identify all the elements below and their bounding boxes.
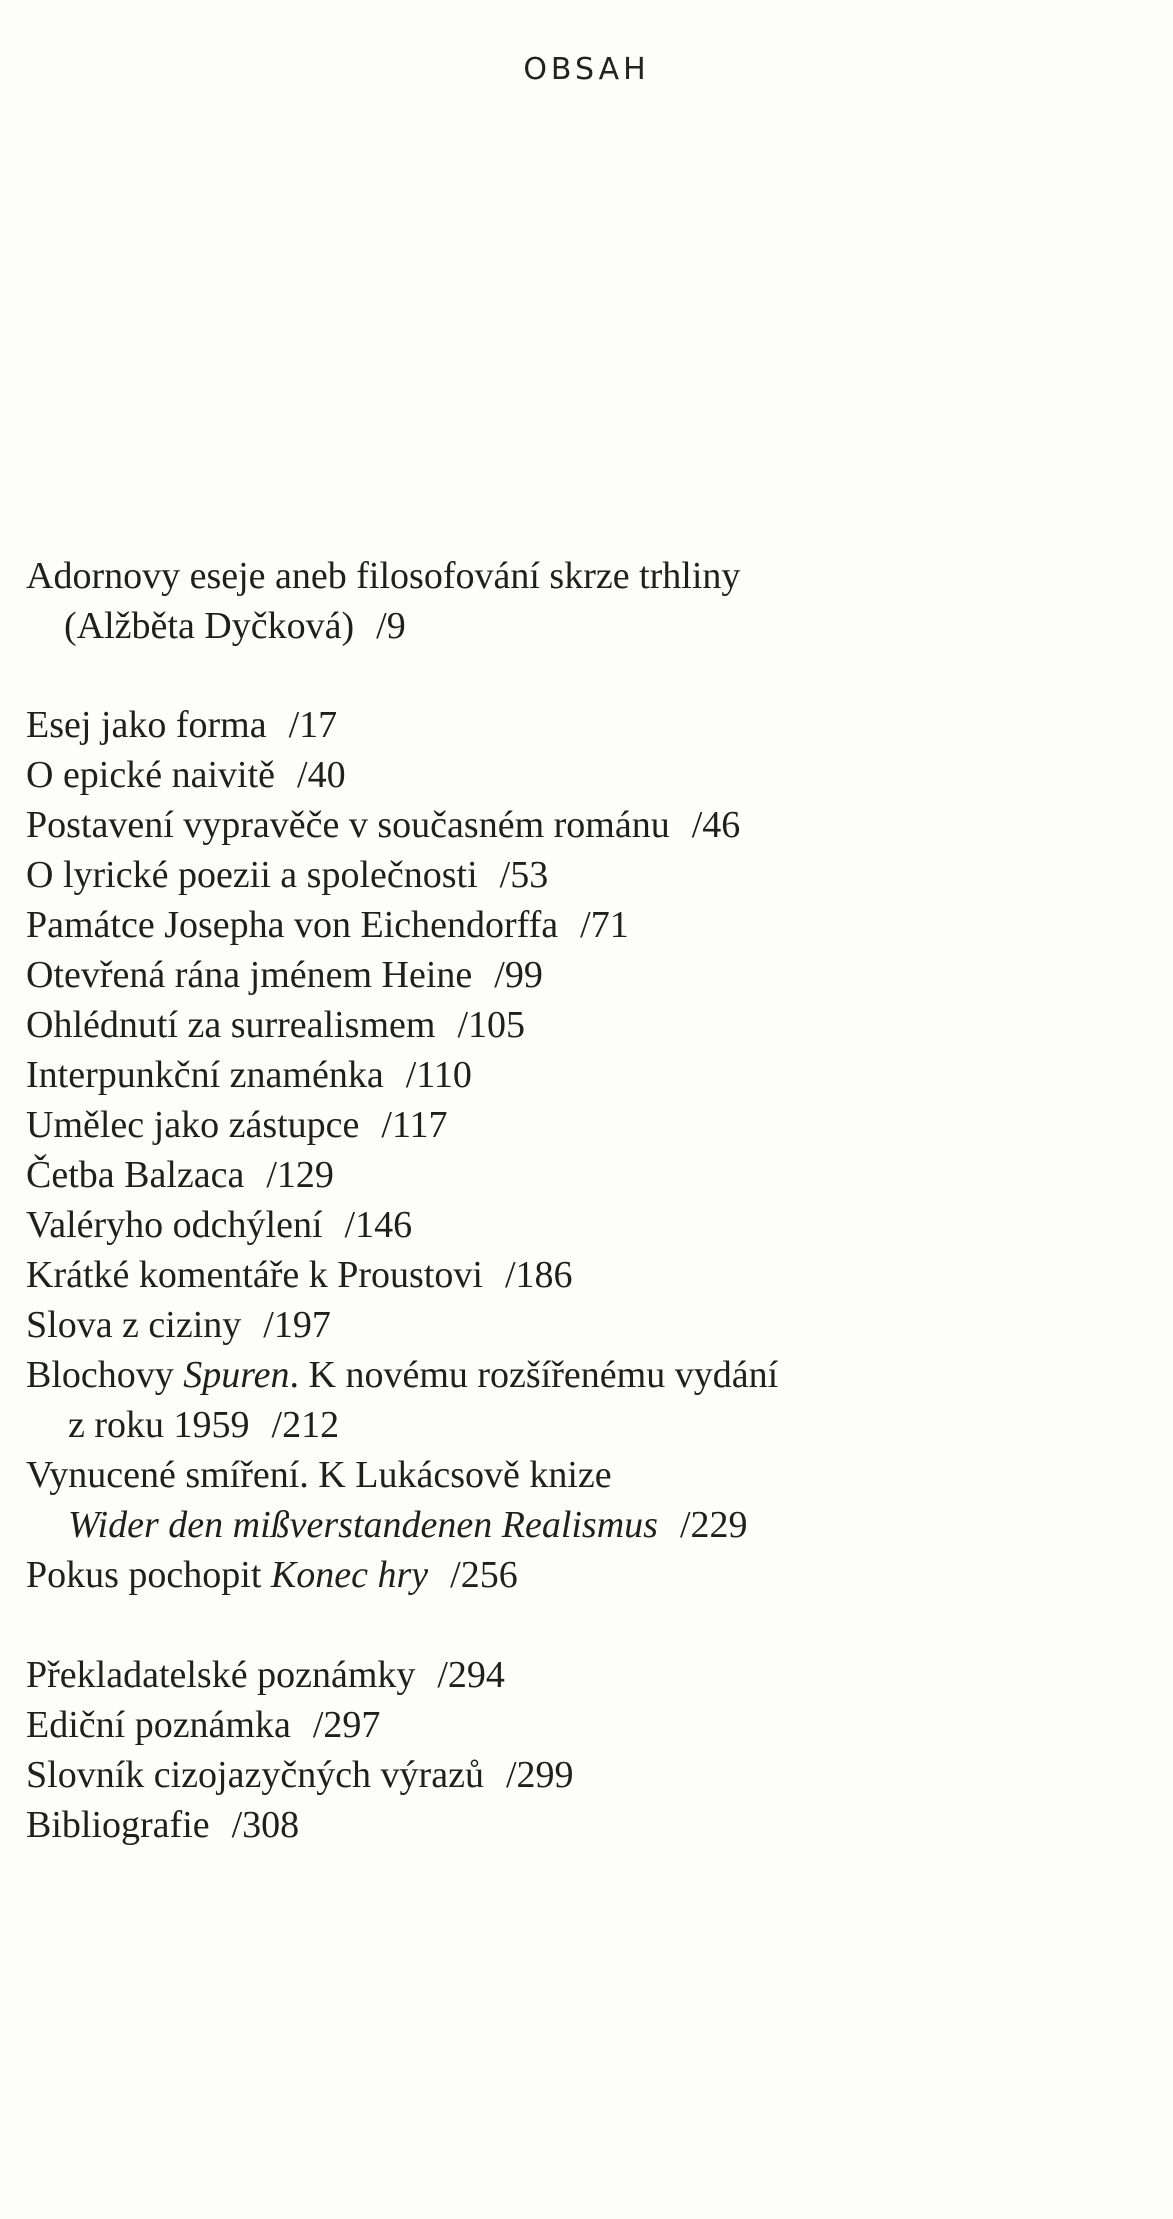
contents-heading: OBSAH bbox=[523, 52, 650, 87]
toc-entry-title: Ohlédnutí za surrealismem bbox=[26, 1004, 436, 1046]
toc-entry bbox=[26, 1303, 331, 1347]
toc-entry-appendix bbox=[26, 1803, 299, 1847]
toc-entry-title-prefix: Blochovy bbox=[26, 1354, 174, 1396]
toc-page-number: /9 bbox=[376, 605, 406, 647]
toc-page-number: /256 bbox=[450, 1554, 518, 1596]
toc-entry-title: Umělec jako zástupce bbox=[26, 1104, 360, 1146]
toc-page-number: /212 bbox=[271, 1404, 340, 1446]
toc-page-number: /105 bbox=[457, 1004, 525, 1046]
toc-entry bbox=[26, 1203, 412, 1247]
toc-entry-title: Slova z ciziny bbox=[26, 1304, 242, 1346]
toc-entry-title-italic: Spuren bbox=[183, 1354, 290, 1396]
toc-entry-author: (Alžběta Dyčková) bbox=[64, 605, 355, 647]
toc-entry-lukacs-line1 bbox=[26, 1453, 612, 1497]
toc-page-number: /71 bbox=[580, 904, 629, 946]
toc-entry-title-italic: Wider den mißverstandenen Realismus bbox=[68, 1504, 658, 1546]
toc-entry bbox=[26, 1153, 334, 1197]
toc-entry-title-italic: Konec hry bbox=[270, 1554, 429, 1596]
toc-page-number: /40 bbox=[297, 754, 346, 796]
toc-entry-title-suffix: . K novému rozšířenému vydání bbox=[289, 1354, 779, 1396]
toc-page-number: /229 bbox=[679, 1504, 748, 1546]
toc-entry-title: Adornovy eseje aneb filosofování skrze trhliny bbox=[26, 555, 741, 597]
toc-page-number: /17 bbox=[288, 704, 338, 746]
toc-entry-title: Překladatelské poznámky bbox=[26, 1654, 416, 1696]
toc-entry-title: O epické naivitě bbox=[26, 754, 276, 796]
toc-entry-intro-line1 bbox=[26, 554, 740, 598]
toc-entry-appendix bbox=[26, 1703, 380, 1747]
toc-entry-title-prefix: Pokus pochopit bbox=[26, 1554, 262, 1596]
toc-entry bbox=[26, 1103, 448, 1147]
toc-entry-title: Interpunkční znaménka bbox=[26, 1054, 384, 1096]
toc-entry bbox=[26, 1053, 472, 1097]
toc-entry-title: Postavení vypravěče v současném románu bbox=[26, 804, 670, 846]
toc-entry-title: Slovník cizojazyčných výrazů bbox=[26, 1754, 484, 1796]
toc-page-number: /294 bbox=[437, 1654, 505, 1696]
toc-entry-title: O lyrické poezii a společnosti bbox=[26, 854, 478, 896]
toc-page-number: /110 bbox=[405, 1054, 472, 1096]
toc-page-number: /297 bbox=[312, 1704, 381, 1746]
toc-page-number: /129 bbox=[266, 1154, 334, 1196]
toc-page-number: /53 bbox=[499, 854, 549, 896]
toc-entry-title: Památce Josepha von Eichendorffa bbox=[26, 904, 559, 946]
toc-entry-title: Krátké komentáře k Proustovi bbox=[26, 1254, 483, 1296]
toc-page-number: /146 bbox=[344, 1204, 413, 1246]
toc-entry-title: Valéryho odchýlení bbox=[26, 1204, 323, 1246]
toc-entry bbox=[26, 753, 346, 797]
toc-entry-intro-line2 bbox=[64, 604, 406, 648]
toc-entry bbox=[26, 1253, 573, 1297]
toc-page-number: /99 bbox=[494, 954, 543, 996]
toc-entry-endgame bbox=[26, 1553, 518, 1597]
toc-entry bbox=[26, 703, 337, 747]
toc-entry-title-cont: z roku 1959 bbox=[68, 1404, 250, 1446]
toc-entry bbox=[26, 1003, 525, 1047]
toc-entry-appendix bbox=[26, 1653, 505, 1697]
toc-page-number: /117 bbox=[381, 1104, 448, 1146]
toc-entry bbox=[26, 803, 740, 847]
toc-entry bbox=[26, 853, 548, 897]
toc-entry-title: Esej jako forma bbox=[26, 704, 267, 746]
toc-entry-lukacs-line2 bbox=[68, 1503, 748, 1547]
toc-entry bbox=[26, 903, 629, 947]
toc-page-number: /186 bbox=[504, 1254, 573, 1296]
toc-entry-title: Otevřená rána jménem Heine bbox=[26, 954, 473, 996]
toc-page-number: /46 bbox=[691, 804, 741, 846]
toc-page-number: /308 bbox=[231, 1804, 300, 1846]
toc-entry-bloch-line1 bbox=[26, 1353, 778, 1397]
toc-entry-title: Ediční poznámka bbox=[26, 1704, 291, 1746]
toc-entry-appendix bbox=[26, 1753, 574, 1797]
toc-entry-title: Vynucené smíření. K Lukácsově knize bbox=[26, 1454, 612, 1496]
toc-entry bbox=[26, 953, 543, 997]
toc-entry-title: Četba Balzaca bbox=[26, 1154, 245, 1196]
toc-entry-bloch-line2 bbox=[68, 1403, 339, 1447]
toc-page-number: /197 bbox=[263, 1304, 331, 1346]
toc-page-number: /299 bbox=[505, 1754, 574, 1796]
toc-entry-title: Bibliografie bbox=[26, 1804, 210, 1846]
